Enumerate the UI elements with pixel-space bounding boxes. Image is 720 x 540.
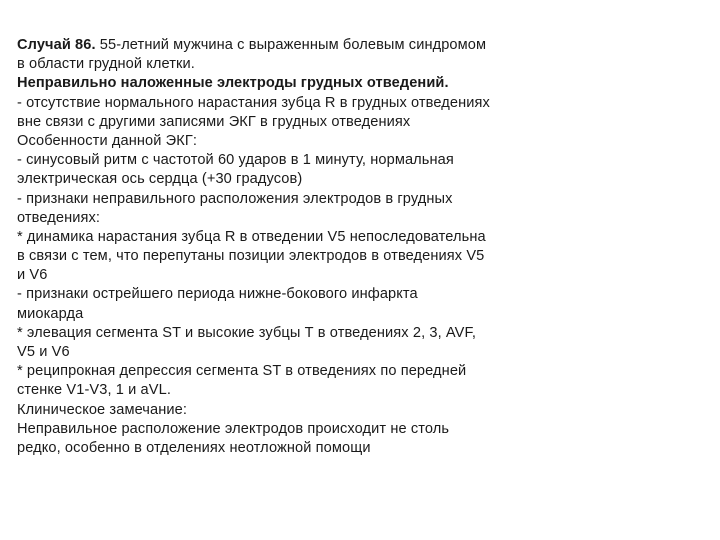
text-line: и V6: [17, 267, 48, 284]
text-line: электрическая ось сердца (+30 градусов): [17, 171, 303, 188]
text-line: миокарда: [17, 305, 84, 322]
case-title: Случай 86.: [17, 37, 96, 53]
text-line: Неправильное расположение электродов происходит не столь: [17, 420, 450, 437]
text-line: * реципрокная депрессия сегмента ST в отведениях по передней: [17, 363, 467, 380]
text-line: вне связи с другими записями ЭКГ в грудных отведениях: [17, 113, 411, 130]
text-line: отведениях:: [17, 209, 101, 226]
text-line: стенке V1-V3, 1 и aVL.: [17, 382, 171, 399]
text-line: в области грудной клетки.: [17, 56, 195, 73]
case-title-line: [17, 36, 557, 55]
text-line: - синусовый ритм с частотой 60 ударов в 1 минуту, нормальная: [17, 152, 454, 169]
text-line: * динамика нарастания зубца R в отведении V5 непоследовательна: [17, 228, 486, 245]
case-text: [17, 36, 557, 458]
text-line: - признаки острейшего периода нижне-бокового инфаркта: [17, 286, 418, 303]
case-title-rest: 55-летний мужчина с выраженным болевым синдромом: [95, 37, 487, 53]
text-line: редко, особенно в отделениях неотложной помощи: [17, 439, 371, 456]
clinical-note-heading: Клиническое замечание:: [17, 401, 188, 418]
ecg-features-heading: Особенности данной ЭКГ:: [17, 132, 197, 149]
diagnosis-heading: Неправильно наложенные электроды грудных отведений.: [17, 75, 449, 92]
text-line: - отсутствие нормального нарастания зубца R в грудных отведениях: [17, 94, 490, 111]
text-line: * элевация сегмента ST и высокие зубцы Т в отведениях 2, 3, AVF,: [17, 324, 477, 341]
text-line: V5 и V6: [17, 344, 70, 360]
text-line: - признаки неправильного расположения электродов в грудных: [17, 190, 453, 207]
text-line: в связи с тем, что перепутаны позиции электродов в отведениях V5: [17, 248, 485, 265]
